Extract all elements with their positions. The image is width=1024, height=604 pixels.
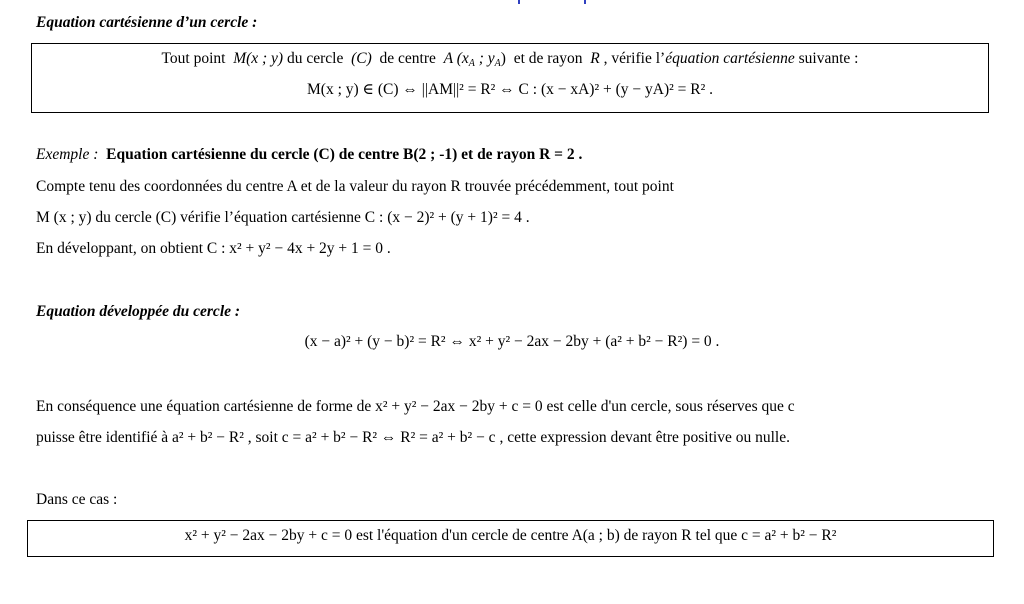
definition-line-1: Tout point M(x ; y) du cercle (C) de centre A ($x_A$ ; $y_A$) et de rayon R , vérifie l’équation cartésienne suivante : (161, 50, 859, 69)
example-title (36, 146, 582, 164)
final-intro: Dans ce cas : (36, 491, 118, 508)
section-heading-developed: Equation développée du cercle : (36, 303, 241, 320)
example-label: Exemple : (36, 146, 99, 163)
example-statement: Equation cartésienne du cercle (C) de centre B(2 ; -1) et de rayon R = 2 . (106, 146, 583, 163)
example-line-3: En développant, on obtient C : x² + y² − 4x + 2y + 1 = 0 . (36, 240, 391, 257)
section-heading-cartesian: Equation cartésienne d’un cercle : (36, 14, 258, 31)
consequence-line-2: puisse être identifié à a² + b² − R² , soit c = a² + b² − R² ⇔ R² = a² + b² − c , cette expression devant être positive ou nulle. (36, 429, 790, 446)
definition-line-2: M(x ; y) ∈ (C) ⇔ ||AM||² = R² ⇔ C : (x − xA)² + (y − yA)² = R² . (307, 81, 713, 98)
conclusion-box (27, 520, 994, 557)
example-line-1: Compte tenu des coordonnées du centre A et de la valeur du rayon R trouvée précédemment, tout point (36, 178, 674, 195)
developed-equation: (x − a)² + (y − b)² = R² ⇔ x² + y² − 2ax − 2by + (a² + b² − R²) = 0 . (304, 333, 720, 350)
example-line-2: M (x ; y) du cercle (C) vérifie l’équation cartésienne C : (x − 2)² + (y + 1)² = 4 . (36, 209, 530, 226)
top-margin-marks (512, 0, 590, 4)
consequence-line-1: En conséquence une équation cartésienne de forme de x² + y² − 2ax − 2by + c = 0 est celle d'un cercle, sous réserves que c (36, 398, 795, 415)
definition-box (31, 43, 989, 113)
conclusion-text: x² + y² − 2ax − 2by + c = 0 est l'équation d'un cercle de centre A(a ; b) de rayon R tel que c = a² + b² − R² (184, 527, 837, 544)
